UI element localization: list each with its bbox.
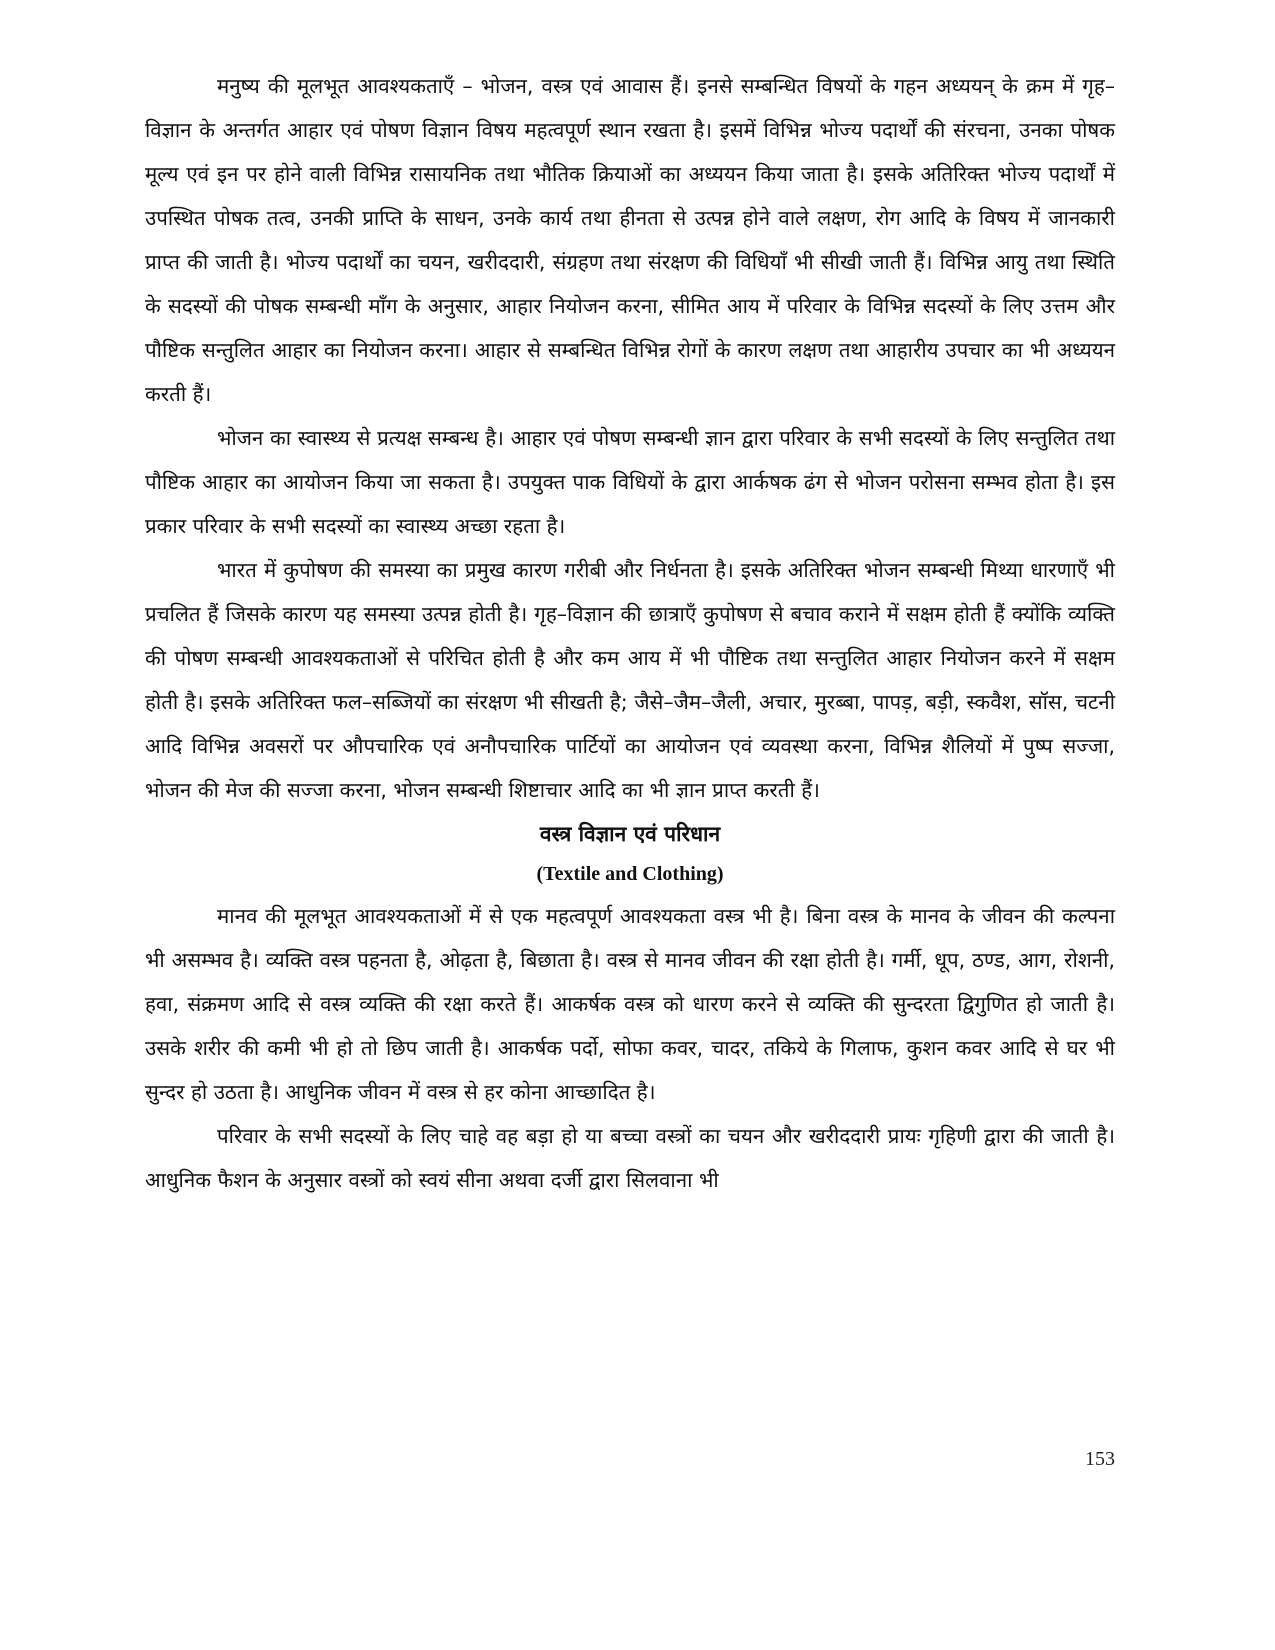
paragraph-clothing-selection: परिवार के सभी सदस्यों के लिए चाहे वह बड़ा हो या बच्चा वस्त्रों का चयन और खरीददारी प्रायः गृहिणी द्वारा की जाती है। आधुनिक फैशन के अनुसार वस्त्रों को स्वयं सीना अथवा दर्जी द्वारा सिलवाना भी bbox=[145, 1124, 1115, 1192]
paragraph-nutrition-intro: मनुष्य की मूलभूत आवश्यकताएँ – भोजन, वस्त्र एवं आवास हैं। इनसे सम्बन्धित विषयों के गहन अध्ययन् के क्रम में गृह–विज्ञान के अन्तर्गत आहार एवं पोषण विज्ञान विषय महत्वपूर्ण स्थान रखता है। इसमें विभिन्न भोज्य पदार्थों की संरचना, उनका पोषक मूल्य एवं इन पर होने वाली विभिन्न रासायनिक तथा भौतिक क्रियाओं का अध्ययन किया जाता है। इसके अतिरिक्त भोज्य पदार्थों में उपस्थित पोषक तत्व, उनकी प्राप्ति के साधन, उनके कार्य तथा हीनता से उत्पन्न होने वाले लक्षण, रोग आदि के विषय में जानकारी प्राप्त की जाती है। भोज्य पदार्थों का चयन, खरीददारी, संग्रहण तथा संरक्षण की विधियाँ भी सीखी जाती हैं। विभिन्न आयु तथा स्थिति के सदस्यों की पोषक सम्बन्धी माँग के अनुसार, आहार नियोजन करना, सीमित आय में परिवार के विभिन्न सदस्यों के लिए उत्तम और पौष्टिक सन्तुलित आहार का नियोजन करना। आहार से सम्बन्धित विभिन्न रोगों के कारण लक्षण तथा आहारीय उपचार का भी अध्ययन करती हैं। bbox=[145, 74, 1115, 406]
section-heading-textile: वस्त्र विज्ञान एवं परिधान bbox=[539, 822, 721, 846]
paragraph-food-health: भोजन का स्वास्थ्य से प्रत्यक्ष सम्बन्ध है। आहार एवं पोषण सम्बन्धी ज्ञान द्वारा परिवार के सभी सदस्यों के लिए सन्तुलित तथा पौष्टिक आहार का आयोजन किया जा सकता है। उपयुक्त पाक विधियों के द्वारा आर्कषक ढंग से भोजन परोसना सम्भव होता है। इस प्रकार परिवार के सभी सदस्यों का स्वास्थ्य अच्छा रहता है। bbox=[145, 426, 1115, 538]
section-subheading-textile: (Textile and Clothing) bbox=[536, 863, 724, 885]
page-content bbox=[145, 64, 1115, 1202]
page-number: 153 bbox=[1085, 1448, 1115, 1470]
paragraph-malnutrition: भारत में कुपोषण की समस्या का प्रमुख कारण गरीबी और निर्धनता है। इसके अतिरिक्त भोजन सम्बन्धी मिथ्या धारणाएँ भी प्रचलित हैं जिसके कारण यह समस्या उत्पन्न होती है। गृह–विज्ञान की छात्राएँ कुपोषण से बचाव कराने में सक्षम होती हैं क्योंकि व्यक्ति की पोषण सम्बन्धी आवश्यकताओं से परिचित होती है और कम आय में भी पौष्टिक तथा सन्तुलित आहार नियोजन करने में सक्षम होती है। इसके अतिरिक्त फल–सब्जियों का संरक्षण भी सीखती है; जैसे–जैम–जैली, अचार, मुरब्बा, पापड़, बड़ी, स्कवैश, सॉस, चटनी आदि विभिन्न अवसरों पर औपचारिक एवं अनौपचारिक पार्टियों का आयोजन एवं व्यवस्था करना, विभिन्न शैलियों में पुष्प सज्जा, भोजन की मेज की सज्जा करना, भोजन सम्बन्धी शिष्टाचार आदि का भी ज्ञान प्राप्त करती हैं। bbox=[145, 558, 1115, 802]
paragraph-clothing-need: मानव की मूलभूत आवश्यकताओं में से एक महत्वपूर्ण आवश्यकता वस्त्र भी है। बिना वस्त्र के मानव के जीवन की कल्पना भी असम्भव है। व्यक्ति वस्त्र पहनता है, ओढ़ता है, बिछाता है। वस्त्र से मानव जीवन की रक्षा होती है। गर्मी, धूप, ठण्ड, आग, रोशनी, हवा, संक्रमण आदि से वस्त्र व्यक्ति की रक्षा करते हैं। आकर्षक वस्त्र को धारण करने से व्यक्ति की सुन्दरता द्विगुणित हो जाती है। उसके शरीर की कमी भी हो तो छिप जाती है। आकर्षक पर्दो, सोफा कवर, चादर, तकिये के गिलाफ, कुशन कवर आदि से घर भी सुन्दर हो उठता है। आधुनिक जीवन में वस्त्र से हर कोना आच्छादित है। bbox=[145, 904, 1115, 1104]
